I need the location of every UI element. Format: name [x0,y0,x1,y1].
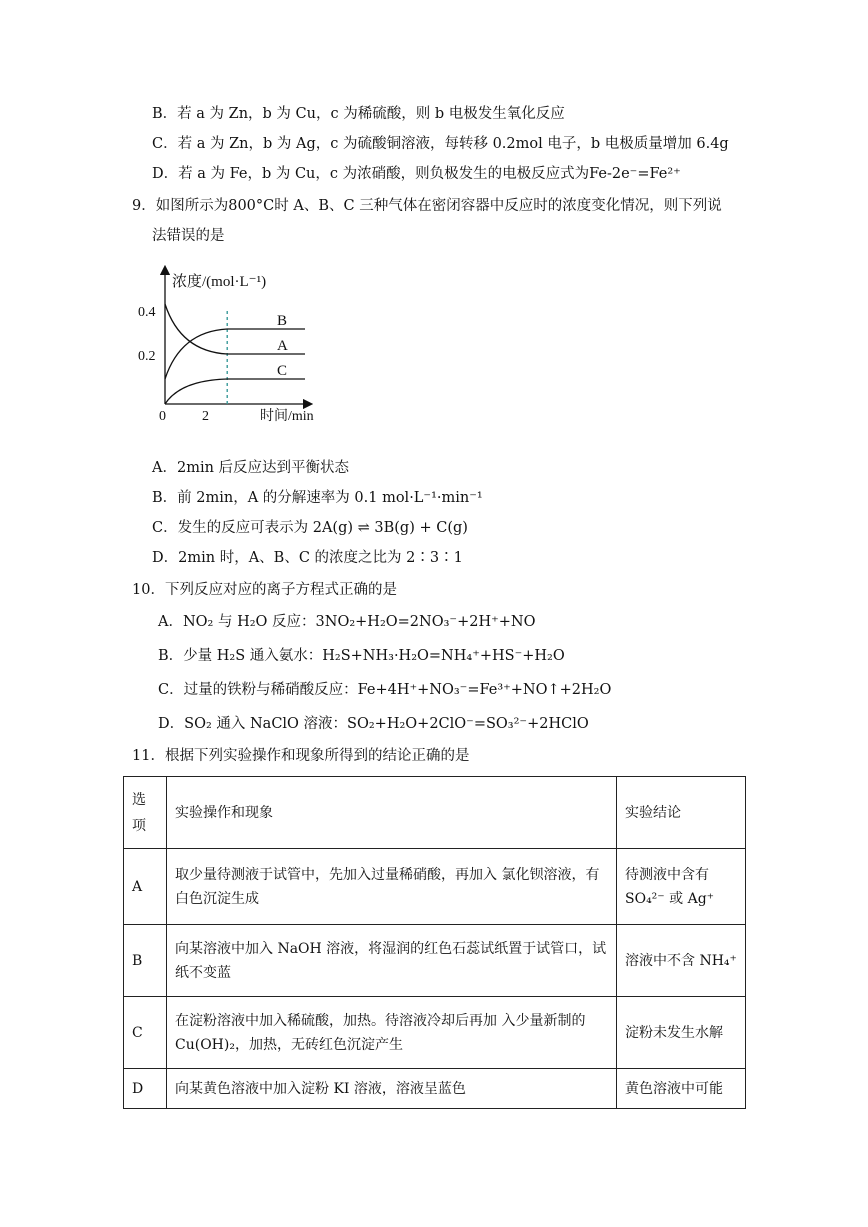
q10-option-b: B．少量 H₂S 通入氨水：H₂S+NH₃·H₂O=NH₄⁺+HS⁻+H₂O [158,648,565,664]
table-row [124,849,746,925]
q9-stem-line2: 法错误的是 [152,228,225,244]
series-c-curve [165,379,305,404]
q8-option-b: B．若 a 为 Zn，b 为 Cu，c 为稀硫酸，则 b 电极发生氧化反应 [152,106,565,122]
row-operation: 向某黄色溶液中加入淀粉 KI 溶液，溶液呈蓝色 [167,1069,617,1109]
q10-option-d: D．SO₂ 通入 NaClO 溶液：SO₂+H₂O+2ClO⁻=SO₃²⁻+2HClO [158,716,589,732]
q9-option-d: D．2min 时，A、B、C 的浓度之比为 2∶3∶1 [152,550,463,566]
header-conclusion: 实验结论 [617,777,746,849]
x-axis-label: 时间/min [260,409,314,424]
header-option: 选 项 [124,777,167,849]
concentration-time-chart [130,262,350,432]
row-option: D [124,1069,167,1109]
q9-option-c: C．发生的反应可表示为 2A(g) ⇌ 3B(g) + C(g) [152,520,468,536]
table-row [124,925,746,997]
table-header-row [124,777,746,849]
row-conclusion: 黄色溶液中可能 [617,1069,746,1109]
q10-stem: 10．下列反应对应的离子方程式正确的是 [132,582,397,598]
q10-option-c: C．过量的铁粉与稀硝酸反应：Fe+4H⁺+NO₃⁻=Fe³⁺+NO↑+2H₂O [158,682,612,698]
experiment-table [123,776,746,1109]
q9-stem-line1: 9．如图所示为800°C时 A、B、C 三种气体在密闭容器中反应时的浓度变化情况，则下列说 [132,198,722,214]
row-conclusion: 淀粉未发生水解 [617,997,746,1069]
x-tick-label-1: 2 [202,409,209,424]
q10-option-a: A．NO₂ 与 H₂O 反应：3NO₂+H₂O=2NO₃⁻+2H⁺+NO [158,614,536,630]
header-operation: 实验操作和现象 [167,777,617,849]
row-option: A [124,849,167,925]
q11-stem: 11．根据下列实验操作和现象所得到的结论正确的是 [132,748,470,764]
table-row [124,1069,746,1109]
row-option: B [124,925,167,997]
table-row [124,997,746,1069]
row-operation: 取少量待测液于试管中，先加入过量稀硝酸，再加入 氯化钡溶液，有白色沉淀生成 [167,849,617,925]
row-conclusion: 溶液中不含 NH₄⁺ [617,925,746,997]
y-tick-label-0: 0.4 [138,305,156,320]
x-tick-label-0: 0 [159,409,166,424]
y-tick-label-1: 0.2 [138,349,156,364]
q9-option-b: B．前 2min，A 的分解速率为 0.1 mol·L⁻¹·min⁻¹ [152,490,483,506]
series-a-label: A [277,338,288,354]
series-b-label: B [277,313,288,329]
q8-option-c: C．若 a 为 Zn，b 为 Ag，c 为硫酸铜溶液，每转移 0.2mol 电子，b 电极质量增加 6.4g [152,136,729,152]
y-axis-label: 浓度/(mol·L⁻¹) [172,274,267,290]
q9-option-a: A．2min 后反应达到平衡状态 [152,460,350,476]
row-conclusion: 待测液中含有 SO₄²⁻ 或 Ag⁺ [617,849,746,925]
q8-option-d: D．若 a 为 Fe，b 为 Cu，c 为浓硝酸，则负极发生的电极反应式为Fe-2e⁻=Fe²⁺ [152,166,681,182]
row-operation: 在淀粉溶液中加入稀硫酸，加热。待溶液冷却后再加 入少量新制的 Cu(OH)₂，加热，无砖红色沉淀产生 [167,997,617,1069]
series-c-label: C [277,363,288,379]
row-operation: 向某溶液中加入 NaOH 溶液，将湿润的红色石蕊试纸置于试管口，试纸不变蓝 [167,925,617,997]
row-option: C [124,997,167,1069]
